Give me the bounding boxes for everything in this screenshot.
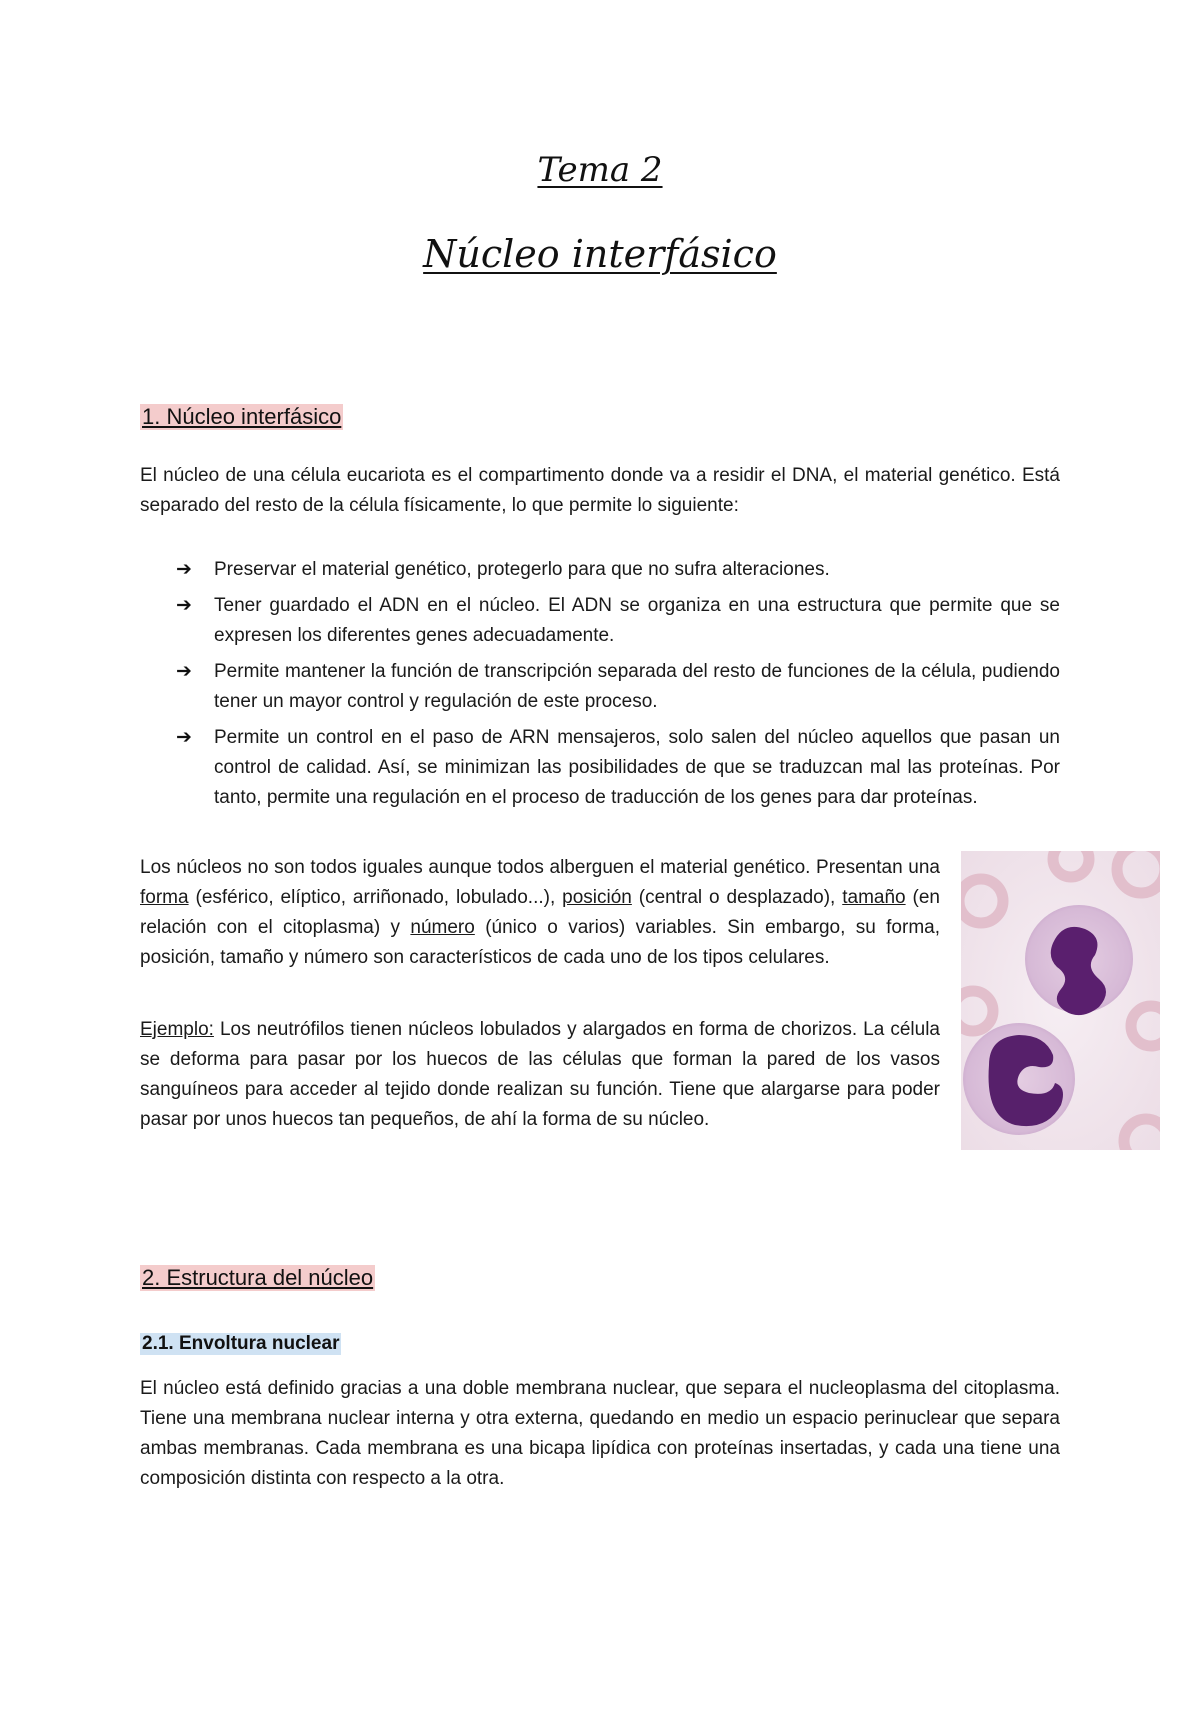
text-run: Los núcleos no son todos iguales aunque todos alberguen el material genético. Presentan una (140, 857, 940, 878)
underlined-term: posición (562, 887, 632, 908)
section1-intro: El núcleo de una célula eucariota es el compartimento donde va a residir el DNA, el material genético. Está separado del resto de la célula físicamente, lo que permite lo siguiente: (140, 465, 1060, 516)
list-item-text: Tener guardado el ADN en el núcleo. El ADN se organiza en una estructura que permite que se expresen los diferentes genes adecuadamente. (214, 595, 1060, 646)
envoltura-paragraph: El núcleo está definido gracias a una doble membrana nuclear, que separa el nucleoplasma del citoplasma. Tiene una membrana nuclear interna y otra externa, quedando en medio un espacio perinuclear que separa ambas membranas. Cada membrana es una bicapa lipídica con proteínas insertadas, y cada una tiene una composición distinta con respecto a la otra. (140, 1378, 1060, 1489)
arrow-right-icon: ➔ (176, 661, 192, 682)
text-run: (en relación con el citoplasma) y (140, 887, 940, 938)
list-item-text: Preservar el material genético, protegerlo para que no sufra alteraciones. (214, 559, 830, 580)
underlined-term: tamaño (842, 887, 906, 908)
text-run: (esférico, elíptico, arriñonado, lobulado...), (188, 887, 563, 908)
list-item (176, 591, 1060, 651)
section2-heading: 2. Estructura del núcleo (142, 1265, 374, 1290)
list-item-text: Permite un control en el paso de ARN mensajeros, solo salen del núcleo aquellos que pasan un control de calidad. Así, se minimizan las posibilidades de que se traduzcan mal las proteínas. Por tanto, permite una regulación en el proceso de traducción de los genes para dar proteínas. (214, 727, 1060, 808)
list-item-text: Permite mantener la función de transcripción separada del resto de funciones de la célula, pudiendo tener un mayor control y regulación de este proceso. (214, 661, 1060, 712)
list-item (176, 555, 1060, 585)
neutrophil-micrograph (961, 851, 1160, 1150)
ejemplo-text: Los neutrófilos tienen núcleos lobulados y alargados en forma de chorizos. La célula se deforma para pasar por los huecos de las células que forman la pared de los vasos sanguíneos para acceder al tejido donde realizan su función. Tiene que alargarse para poder pasar por unos huecos tan pequeños, de ahí la forma de su núcleo. (140, 1019, 940, 1130)
arrow-right-icon: ➔ (176, 559, 192, 580)
underlined-term: número (410, 917, 475, 938)
bullet-list (176, 555, 1060, 819)
nucleos-paragraph (140, 853, 940, 973)
section1-heading: 1. Núcleo interfásico (142, 404, 342, 429)
underlined-term: forma (140, 887, 189, 908)
list-item (176, 657, 1060, 717)
section2-1-heading: 2.1. Envoltura nuclear (142, 1333, 340, 1354)
doc-title: Tema 2 (537, 150, 663, 190)
doc-subtitle: Núcleo interfásico (423, 232, 777, 276)
text-run: (único o varios) variables. Sin embargo, su forma, posición, tamaño y número son característicos de cada uno de los tipos celulares. (140, 917, 940, 968)
ejemplo-label: Ejemplo: (140, 1019, 214, 1040)
arrow-right-icon: ➔ (176, 727, 192, 748)
arrow-right-icon: ➔ (176, 595, 192, 616)
text-run: (central o desplazado), (631, 887, 843, 908)
ejemplo-paragraph (140, 1015, 940, 1135)
list-item (176, 723, 1060, 813)
